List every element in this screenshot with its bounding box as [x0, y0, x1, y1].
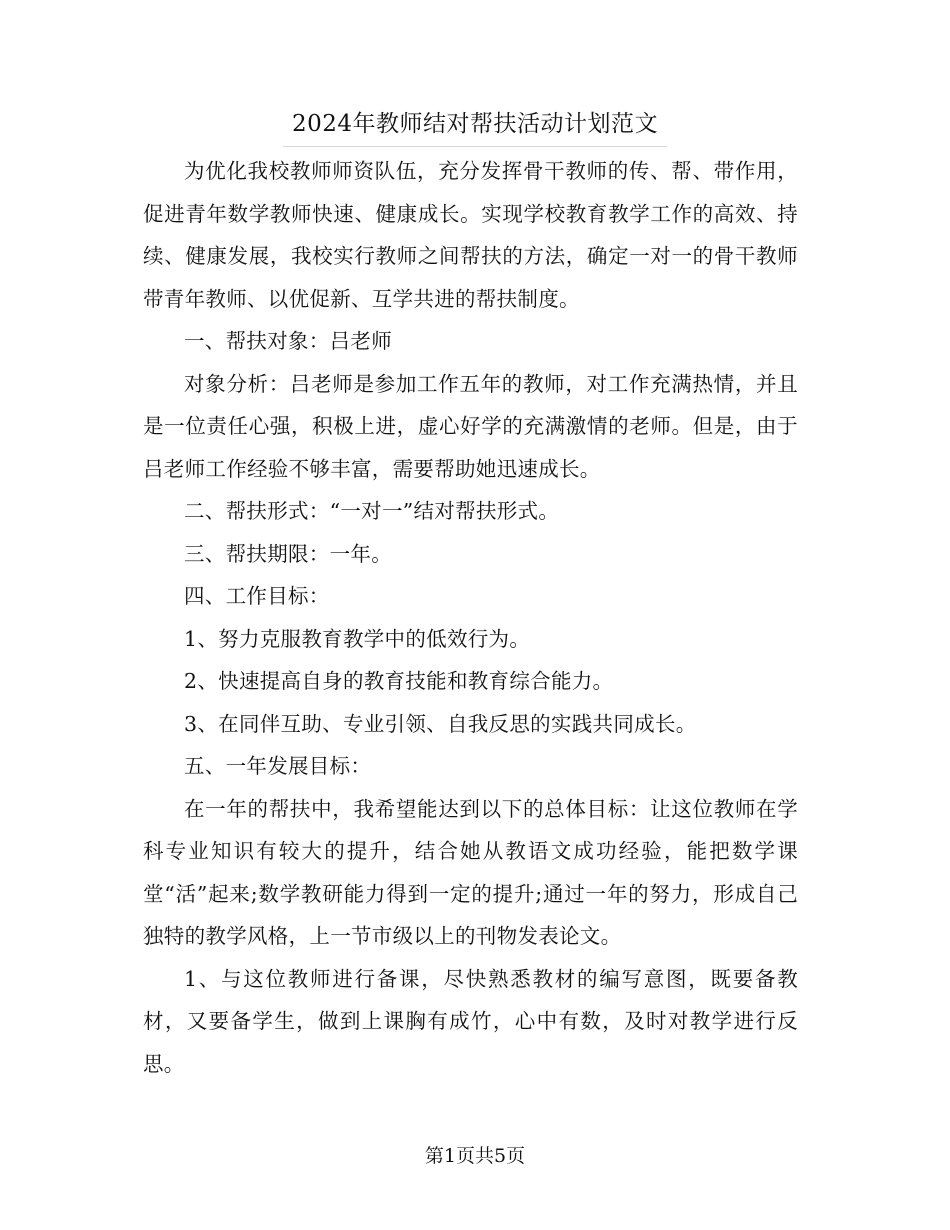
paragraph-section-5: 五、一年发展目标：: [184, 754, 372, 778]
document-body: [143, 150, 798, 1085]
paragraph-analysis: 对象分析：吕老师是参加工作五年的教师，对工作充满热情，并且是一位责任心强，积极上进，虚心好学的充满激情的老师。但是，由于吕老师工作经验不够丰富，需要帮助她迅速成长。: [143, 371, 798, 481]
paragraph-measure-1: 1、与这位教师进行备课，尽快熟悉教材的编写意图，既要备教材，又要备学生，做到上课胸有成竹，心中有数，及时对教学进行反思。: [143, 966, 798, 1076]
paragraph-section-3: 三、帮扶期限：一年。: [184, 541, 392, 566]
paragraph-goal-2: 2、快速提高自身的教育技能和教育综合能力。: [184, 669, 614, 693]
paragraph-section-4: 四、工作目标：: [184, 584, 330, 608]
paragraph-overall-goal: 在一年的帮扶中，我希望能达到以下的总体目标：让这位教师在学科专业知识有较大的提升，结合她从教语文成功经验，能把数学课堂“活”起来;数学教研能力得到一定的提升;通过一年的努力，形成自己独特的教学风格，上一节市级以上的刊物发表论文。: [143, 796, 798, 948]
page-footer: 第1页共5页: [424, 1145, 526, 1167]
paragraph-goal-1: 1、努力克服教育教学中的低效行为。: [184, 626, 531, 651]
title-divider: [283, 146, 667, 147]
paragraph-section-1: 一、帮扶对象：吕老师: [184, 329, 392, 353]
paragraph-section-2: 二、帮扶形式：“一对一”结对帮扶形式。: [184, 499, 560, 523]
paragraph-intro: 为优化我校教师师资队伍，充分发挥骨干教师的传、帮、带作用，促进青年数学教师快速、健康成长。实现学校教育教学工作的高效、持续、健康发展，我校实行教师之间帮扶的方法，确定一对一的骨干教师带青年教师、以优促新、互学共进的帮扶制度。: [143, 159, 798, 311]
document-title: 2024年教师结对帮扶活动计划范文: [291, 111, 659, 137]
paragraph-goal-3: 3、在同伴互助、专业引领、自我反思的实践共同成长。: [184, 711, 697, 736]
